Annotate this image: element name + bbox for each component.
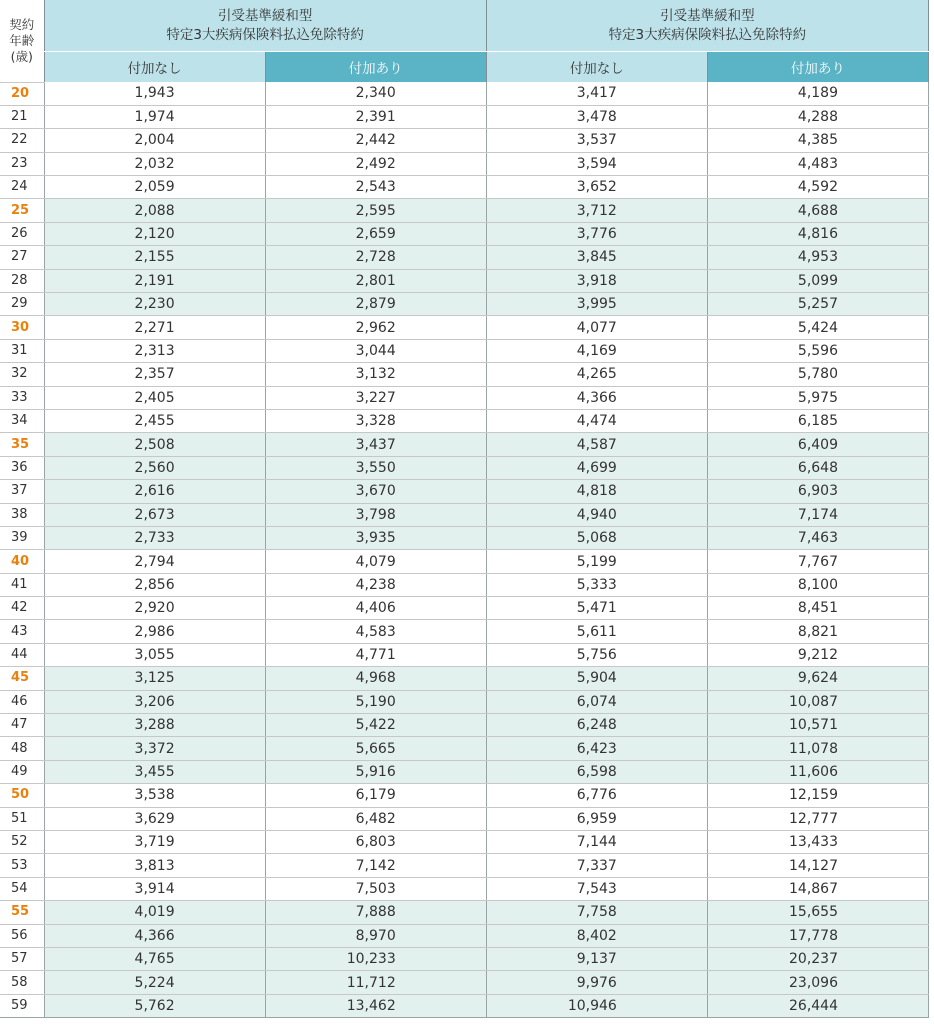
value-with-rider-left-cell: 8,970 [265, 924, 486, 947]
value-without-rider-left-cell: 2,191 [44, 269, 265, 292]
value-with-rider-left-cell: 6,482 [265, 807, 486, 830]
value-without-rider-right-cell: 6,776 [486, 784, 707, 807]
age-cell: 31 [0, 339, 44, 362]
value-without-rider-left-cell: 2,032 [44, 152, 265, 175]
value-without-rider-left-cell: 2,059 [44, 176, 265, 199]
value-without-rider-right-cell: 5,611 [486, 620, 707, 643]
value-without-rider-right-cell: 3,712 [486, 199, 707, 222]
value-with-rider-left-cell: 5,916 [265, 760, 486, 783]
age-cell: 50 [0, 784, 44, 807]
value-without-rider-left-cell: 5,762 [44, 994, 265, 1017]
table-row [0, 105, 929, 128]
value-without-rider-left-cell: 2,455 [44, 409, 265, 432]
group-header-right-line-1: 引受基準緩和型 [660, 7, 755, 24]
age-cell: 44 [0, 643, 44, 666]
value-with-rider-left-cell: 3,798 [265, 503, 486, 526]
value-without-rider-left-cell: 1,943 [44, 82, 265, 105]
table-row [0, 293, 929, 316]
value-with-rider-left-cell: 3,044 [265, 339, 486, 362]
table-row [0, 526, 929, 549]
value-without-rider-right-cell: 4,265 [486, 363, 707, 386]
value-with-rider-right-cell: 17,778 [707, 924, 928, 947]
value-without-rider-left-cell: 2,673 [44, 503, 265, 526]
value-with-rider-right-cell: 4,385 [707, 129, 928, 152]
value-with-rider-left-cell: 2,801 [265, 269, 486, 292]
value-without-rider-right-cell: 7,144 [486, 831, 707, 854]
value-with-rider-right-cell: 4,953 [707, 246, 928, 269]
value-with-rider-right-cell: 4,816 [707, 222, 928, 245]
value-without-rider-right-cell: 5,333 [486, 573, 707, 596]
age-cell: 57 [0, 947, 44, 970]
value-with-rider-left-cell: 4,968 [265, 667, 486, 690]
value-with-rider-left-cell: 3,132 [265, 363, 486, 386]
age-cell: 54 [0, 877, 44, 900]
table-row [0, 550, 929, 573]
value-with-rider-right-cell: 6,648 [707, 456, 928, 479]
value-with-rider-left-cell: 2,340 [265, 82, 486, 105]
table-row [0, 573, 929, 596]
table-row [0, 246, 929, 269]
value-without-rider-right-cell: 3,417 [486, 82, 707, 105]
value-with-rider-left-cell: 13,462 [265, 994, 486, 1017]
value-without-rider-left-cell: 2,313 [44, 339, 265, 362]
age-cell: 58 [0, 971, 44, 994]
value-without-rider-left-cell: 3,719 [44, 831, 265, 854]
value-with-rider-right-cell: 11,078 [707, 737, 928, 760]
value-with-rider-left-cell: 3,328 [265, 409, 486, 432]
age-cell: 38 [0, 503, 44, 526]
table-row [0, 784, 929, 807]
table-row [0, 924, 929, 947]
age-cell: 34 [0, 409, 44, 432]
value-without-rider-right-cell: 5,904 [486, 667, 707, 690]
value-without-rider-right-cell: 9,976 [486, 971, 707, 994]
value-without-rider-left-cell: 3,813 [44, 854, 265, 877]
value-without-rider-right-cell: 6,074 [486, 690, 707, 713]
value-without-rider-right-cell: 3,478 [486, 105, 707, 128]
table-row [0, 994, 929, 1017]
value-without-rider-right-cell: 6,598 [486, 760, 707, 783]
value-without-rider-right-cell: 5,199 [486, 550, 707, 573]
value-without-rider-right-cell: 6,423 [486, 737, 707, 760]
value-without-rider-right-cell: 5,471 [486, 597, 707, 620]
subheader-with-rider-left: 付加あり [265, 52, 486, 83]
value-without-rider-left-cell: 4,366 [44, 924, 265, 947]
table-row [0, 199, 929, 222]
age-cell: 41 [0, 573, 44, 596]
value-without-rider-right-cell: 7,758 [486, 901, 707, 924]
age-cell: 52 [0, 831, 44, 854]
value-with-rider-right-cell: 5,780 [707, 363, 928, 386]
value-with-rider-right-cell: 5,596 [707, 339, 928, 362]
value-with-rider-left-cell: 6,803 [265, 831, 486, 854]
value-without-rider-left-cell: 2,920 [44, 597, 265, 620]
value-with-rider-left-cell: 2,442 [265, 129, 486, 152]
value-without-rider-left-cell: 4,019 [44, 901, 265, 924]
value-with-rider-right-cell: 4,592 [707, 176, 928, 199]
table-row [0, 831, 929, 854]
value-with-rider-right-cell: 12,159 [707, 784, 928, 807]
value-with-rider-right-cell: 4,288 [707, 105, 928, 128]
value-without-rider-left-cell: 3,372 [44, 737, 265, 760]
age-cell: 48 [0, 737, 44, 760]
age-column-header [0, 0, 44, 82]
value-with-rider-left-cell: 2,492 [265, 152, 486, 175]
age-cell: 45 [0, 667, 44, 690]
value-with-rider-right-cell: 15,655 [707, 901, 928, 924]
value-with-rider-right-cell: 26,444 [707, 994, 928, 1017]
value-with-rider-left-cell: 5,190 [265, 690, 486, 713]
table-row [0, 222, 929, 245]
value-without-rider-left-cell: 2,508 [44, 433, 265, 456]
table-row [0, 690, 929, 713]
value-without-rider-right-cell: 4,077 [486, 316, 707, 339]
age-cell: 23 [0, 152, 44, 175]
age-cell: 32 [0, 363, 44, 386]
value-without-rider-left-cell: 2,856 [44, 573, 265, 596]
value-with-rider-right-cell: 6,903 [707, 480, 928, 503]
value-without-rider-left-cell: 2,120 [44, 222, 265, 245]
value-with-rider-left-cell: 2,595 [265, 199, 486, 222]
value-with-rider-right-cell: 8,100 [707, 573, 928, 596]
value-without-rider-left-cell: 2,155 [44, 246, 265, 269]
value-with-rider-right-cell: 9,212 [707, 643, 928, 666]
table-row [0, 737, 929, 760]
age-cell: 21 [0, 105, 44, 128]
value-with-rider-right-cell: 8,451 [707, 597, 928, 620]
table-row [0, 667, 929, 690]
value-with-rider-left-cell: 7,503 [265, 877, 486, 900]
age-cell: 27 [0, 246, 44, 269]
value-with-rider-left-cell: 7,888 [265, 901, 486, 924]
table-row [0, 386, 929, 409]
value-with-rider-right-cell: 5,424 [707, 316, 928, 339]
value-without-rider-right-cell: 3,537 [486, 129, 707, 152]
value-without-rider-right-cell: 8,402 [486, 924, 707, 947]
value-without-rider-left-cell: 2,405 [44, 386, 265, 409]
age-cell: 20 [0, 82, 44, 105]
value-without-rider-right-cell: 4,169 [486, 339, 707, 362]
value-without-rider-right-cell: 3,918 [486, 269, 707, 292]
value-without-rider-left-cell: 5,224 [44, 971, 265, 994]
age-cell: 56 [0, 924, 44, 947]
age-cell: 30 [0, 316, 44, 339]
value-without-rider-left-cell: 2,733 [44, 526, 265, 549]
table-row [0, 971, 929, 994]
value-without-rider-left-cell: 1,974 [44, 105, 265, 128]
value-without-rider-left-cell: 2,230 [44, 293, 265, 316]
value-with-rider-right-cell: 4,688 [707, 199, 928, 222]
table-row [0, 947, 929, 970]
value-with-rider-right-cell: 7,463 [707, 526, 928, 549]
table-row [0, 714, 929, 737]
value-without-rider-right-cell: 5,756 [486, 643, 707, 666]
value-with-rider-left-cell: 4,406 [265, 597, 486, 620]
table-row [0, 409, 929, 432]
value-with-rider-right-cell: 7,174 [707, 503, 928, 526]
value-without-rider-right-cell: 4,366 [486, 386, 707, 409]
table-row [0, 176, 929, 199]
table-row [0, 269, 929, 292]
value-without-rider-right-cell: 4,474 [486, 409, 707, 432]
group-header-right [486, 0, 928, 52]
header-row-groups [0, 0, 929, 52]
table-row [0, 82, 929, 105]
subheader-without-rider-left: 付加なし [44, 52, 265, 83]
value-without-rider-right-cell: 4,818 [486, 480, 707, 503]
age-cell: 46 [0, 690, 44, 713]
table-row [0, 877, 929, 900]
value-with-rider-left-cell: 3,227 [265, 386, 486, 409]
value-without-rider-left-cell: 2,616 [44, 480, 265, 503]
value-without-rider-right-cell: 7,337 [486, 854, 707, 877]
age-cell: 35 [0, 433, 44, 456]
value-without-rider-right-cell: 3,845 [486, 246, 707, 269]
value-with-rider-left-cell: 3,550 [265, 456, 486, 479]
value-without-rider-left-cell: 3,125 [44, 667, 265, 690]
table-row [0, 456, 929, 479]
value-without-rider-right-cell: 6,959 [486, 807, 707, 830]
value-with-rider-right-cell: 8,821 [707, 620, 928, 643]
value-with-rider-right-cell: 14,867 [707, 877, 928, 900]
value-with-rider-left-cell: 2,879 [265, 293, 486, 316]
value-with-rider-left-cell: 4,238 [265, 573, 486, 596]
value-with-rider-right-cell: 10,571 [707, 714, 928, 737]
value-with-rider-left-cell: 4,079 [265, 550, 486, 573]
age-cell: 36 [0, 456, 44, 479]
value-without-rider-left-cell: 3,538 [44, 784, 265, 807]
value-without-rider-left-cell: 2,794 [44, 550, 265, 573]
group-header-left-line-2: 特定3大疾病保険料払込免除特約 [166, 26, 364, 43]
value-without-rider-right-cell: 4,940 [486, 503, 707, 526]
age-header-line-3: (歳) [10, 48, 33, 64]
value-with-rider-left-cell: 3,670 [265, 480, 486, 503]
value-with-rider-left-cell: 2,962 [265, 316, 486, 339]
value-without-rider-right-cell: 9,137 [486, 947, 707, 970]
value-with-rider-left-cell: 2,543 [265, 176, 486, 199]
subheader-without-rider-right: 付加なし [486, 52, 707, 83]
value-without-rider-left-cell: 2,986 [44, 620, 265, 643]
table-row [0, 901, 929, 924]
value-with-rider-left-cell: 2,659 [265, 222, 486, 245]
age-cell: 47 [0, 714, 44, 737]
value-without-rider-right-cell: 4,699 [486, 456, 707, 479]
value-with-rider-left-cell: 2,391 [265, 105, 486, 128]
age-cell: 33 [0, 386, 44, 409]
group-header-left-line-1: 引受基準緩和型 [217, 7, 313, 24]
age-cell: 28 [0, 269, 44, 292]
value-with-rider-right-cell: 6,409 [707, 433, 928, 456]
age-cell: 37 [0, 480, 44, 503]
value-with-rider-left-cell: 4,583 [265, 620, 486, 643]
age-cell: 59 [0, 994, 44, 1017]
value-without-rider-right-cell: 3,594 [486, 152, 707, 175]
value-without-rider-left-cell: 3,206 [44, 690, 265, 713]
value-without-rider-left-cell: 2,088 [44, 199, 265, 222]
table-row [0, 643, 929, 666]
value-without-rider-right-cell: 3,652 [486, 176, 707, 199]
value-without-rider-left-cell: 2,271 [44, 316, 265, 339]
value-without-rider-right-cell: 4,587 [486, 433, 707, 456]
value-without-rider-left-cell: 3,914 [44, 877, 265, 900]
table-row [0, 339, 929, 362]
value-with-rider-right-cell: 5,257 [707, 293, 928, 316]
value-without-rider-left-cell: 2,004 [44, 129, 265, 152]
age-cell: 49 [0, 760, 44, 783]
age-cell: 51 [0, 807, 44, 830]
value-with-rider-right-cell: 12,777 [707, 807, 928, 830]
age-cell: 42 [0, 597, 44, 620]
value-without-rider-right-cell: 6,248 [486, 714, 707, 737]
value-without-rider-left-cell: 3,288 [44, 714, 265, 737]
table-row [0, 807, 929, 830]
age-cell: 39 [0, 526, 44, 549]
value-with-rider-right-cell: 13,433 [707, 831, 928, 854]
value-without-rider-left-cell: 2,560 [44, 456, 265, 479]
value-with-rider-left-cell: 4,771 [265, 643, 486, 666]
age-cell: 53 [0, 854, 44, 877]
value-with-rider-left-cell: 11,712 [265, 971, 486, 994]
table-row [0, 363, 929, 386]
age-header-line-2: 年齢 [9, 32, 35, 48]
value-without-rider-right-cell: 5,068 [486, 526, 707, 549]
value-with-rider-right-cell: 7,767 [707, 550, 928, 573]
value-with-rider-right-cell: 20,237 [707, 947, 928, 970]
age-cell: 22 [0, 129, 44, 152]
value-with-rider-right-cell: 9,624 [707, 667, 928, 690]
table-row [0, 129, 929, 152]
group-header-left [44, 0, 486, 52]
value-with-rider-right-cell: 5,975 [707, 386, 928, 409]
value-without-rider-right-cell: 3,995 [486, 293, 707, 316]
table-row [0, 503, 929, 526]
value-without-rider-right-cell: 3,776 [486, 222, 707, 245]
value-with-rider-right-cell: 11,606 [707, 760, 928, 783]
age-cell: 40 [0, 550, 44, 573]
table-row [0, 597, 929, 620]
age-cell: 29 [0, 293, 44, 316]
value-with-rider-left-cell: 6,179 [265, 784, 486, 807]
age-cell: 43 [0, 620, 44, 643]
age-cell: 24 [0, 176, 44, 199]
age-cell: 26 [0, 222, 44, 245]
header-row-options [0, 52, 929, 83]
value-with-rider-right-cell: 10,087 [707, 690, 928, 713]
value-with-rider-left-cell: 5,422 [265, 714, 486, 737]
value-without-rider-left-cell: 3,455 [44, 760, 265, 783]
value-with-rider-right-cell: 5,099 [707, 269, 928, 292]
table-row [0, 316, 929, 339]
age-cell: 55 [0, 901, 44, 924]
table-row [0, 152, 929, 175]
age-cell: 25 [0, 199, 44, 222]
value-with-rider-left-cell: 7,142 [265, 854, 486, 877]
subheader-with-rider-right: 付加あり [707, 52, 928, 83]
group-header-right-line-2: 特定3大疾病保険料払込免除特約 [608, 26, 807, 43]
value-without-rider-right-cell: 10,946 [486, 994, 707, 1017]
value-with-rider-left-cell: 3,935 [265, 526, 486, 549]
value-with-rider-left-cell: 10,233 [265, 947, 486, 970]
value-without-rider-left-cell: 4,765 [44, 947, 265, 970]
value-without-rider-left-cell: 3,629 [44, 807, 265, 830]
value-without-rider-left-cell: 3,055 [44, 643, 265, 666]
value-with-rider-right-cell: 4,189 [707, 82, 928, 105]
table-row [0, 854, 929, 877]
value-with-rider-right-cell: 23,096 [707, 971, 928, 994]
table-row [0, 480, 929, 503]
table-row [0, 433, 929, 456]
value-with-rider-left-cell: 5,665 [265, 737, 486, 760]
value-with-rider-right-cell: 14,127 [707, 854, 928, 877]
value-with-rider-left-cell: 3,437 [265, 433, 486, 456]
age-header-line-1: 契約 [9, 16, 35, 32]
table-row [0, 620, 929, 643]
table-body [0, 82, 929, 1018]
value-without-rider-right-cell: 7,543 [486, 877, 707, 900]
value-with-rider-right-cell: 6,185 [707, 409, 928, 432]
value-with-rider-left-cell: 2,728 [265, 246, 486, 269]
value-with-rider-right-cell: 4,483 [707, 152, 928, 175]
value-without-rider-left-cell: 2,357 [44, 363, 265, 386]
table-row [0, 760, 929, 783]
